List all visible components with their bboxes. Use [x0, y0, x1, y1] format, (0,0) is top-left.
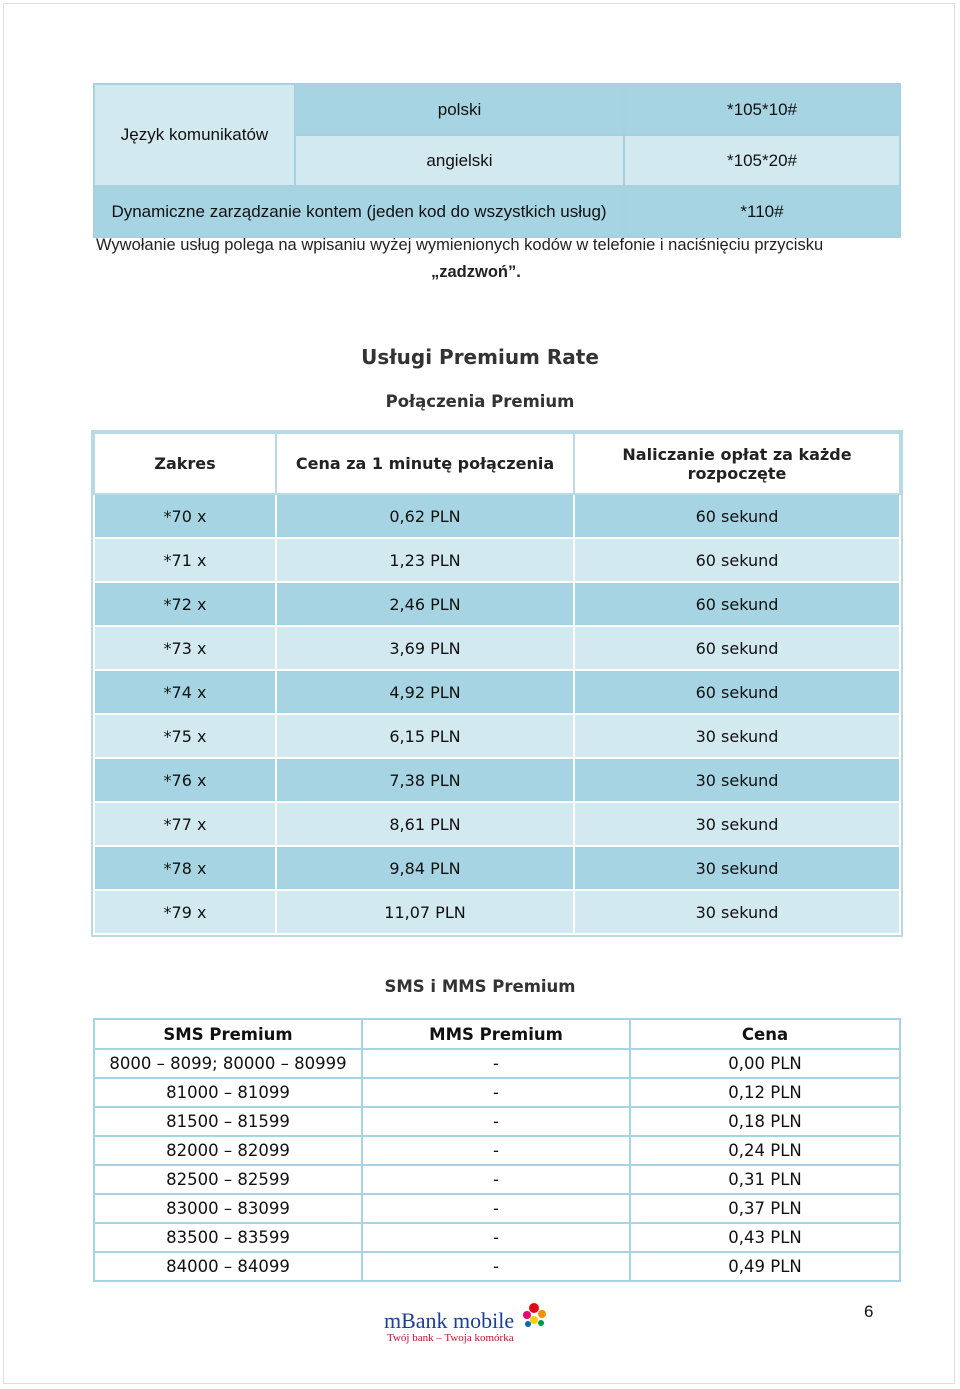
table-header-row: [94, 433, 900, 494]
language-label: Język komunikatów: [94, 84, 295, 186]
table-row: [94, 538, 900, 582]
table-row: [94, 714, 900, 758]
table-row: [94, 626, 900, 670]
sms-mms-body: [94, 1049, 900, 1281]
billing-cell: 60 sekund: [574, 494, 900, 538]
sms-mms-title: SMS i MMS Premium: [384, 977, 576, 996]
table-row: [94, 1107, 900, 1136]
table-row: [94, 846, 900, 890]
price-cell: 0,00 PLN: [630, 1049, 900, 1078]
premium-rate-title: Usługi Premium Rate: [361, 345, 599, 369]
dynamic-management-label: Dynamiczne zarządzanie kontem (jeden kod do wszystkich usług): [94, 186, 624, 237]
range-cell: *77 x: [94, 802, 276, 846]
language-option: angielski: [295, 135, 624, 186]
ussd-codes-table: [93, 83, 901, 238]
range-cell: *79 x: [94, 890, 276, 934]
range-cell: *70 x: [94, 494, 276, 538]
range-cell: *74 x: [94, 670, 276, 714]
sms-mms-table: [93, 1018, 901, 1282]
price-cell: 4,92 PLN: [276, 670, 574, 714]
table-row: [94, 494, 900, 538]
mms-cell: -: [362, 1078, 630, 1107]
billing-cell: 60 sekund: [574, 670, 900, 714]
sms-range-cell: 82000 – 82099: [94, 1136, 362, 1165]
billing-cell: 60 sekund: [574, 626, 900, 670]
usage-note-line2: „zadzwoń”.: [431, 263, 521, 281]
table-row: [94, 670, 900, 714]
price-cell: 0,24 PLN: [630, 1136, 900, 1165]
language-code: *105*10#: [624, 84, 900, 135]
price-cell: 7,38 PLN: [276, 758, 574, 802]
price-cell: 0,62 PLN: [276, 494, 574, 538]
range-cell: *78 x: [94, 846, 276, 890]
logo-tagline: Twój bank – Twoja komórka: [387, 1332, 514, 1344]
range-cell: *72 x: [94, 582, 276, 626]
billing-cell: 60 sekund: [574, 582, 900, 626]
mms-cell: -: [362, 1223, 630, 1252]
table-row: [94, 802, 900, 846]
table-row: [94, 186, 900, 237]
language-code: *105*20#: [624, 135, 900, 186]
sms-range-cell: 82500 – 82599: [94, 1165, 362, 1194]
table-row: [94, 582, 900, 626]
sms-range-cell: 83500 – 83599: [94, 1223, 362, 1252]
table-row: [94, 1136, 900, 1165]
premium-calls-title: Połączenia Premium: [385, 392, 575, 411]
sms-range-cell: 81000 – 81099: [94, 1078, 362, 1107]
usage-note-line1: Wywołanie usług polega na wpisaniu wyżej wymienionych kodów w telefonie i naciśnięciu przycisku: [96, 236, 824, 254]
mms-cell: -: [362, 1252, 630, 1281]
table-header-row: [94, 1019, 900, 1049]
range-cell: *73 x: [94, 626, 276, 670]
price-cell: 0,31 PLN: [630, 1165, 900, 1194]
column-header: MMS Premium: [362, 1019, 630, 1049]
sms-range-cell: 8000 – 8099; 80000 – 80999: [94, 1049, 362, 1078]
mms-cell: -: [362, 1194, 630, 1223]
price-cell: 0,43 PLN: [630, 1223, 900, 1252]
price-cell: 0,18 PLN: [630, 1107, 900, 1136]
price-cell: 0,37 PLN: [630, 1194, 900, 1223]
range-cell: *76 x: [94, 758, 276, 802]
column-header: SMS Premium: [94, 1019, 362, 1049]
table-row: [94, 1078, 900, 1107]
price-cell: 11,07 PLN: [276, 890, 574, 934]
table-row: [94, 1252, 900, 1281]
usage-note: [96, 236, 896, 282]
range-cell: *71 x: [94, 538, 276, 582]
table-row: [94, 1049, 900, 1078]
table-row: [94, 1194, 900, 1223]
price-cell: 8,61 PLN: [276, 802, 574, 846]
language-option: polski: [295, 84, 624, 135]
sms-range-cell: 84000 – 84099: [94, 1252, 362, 1281]
mms-cell: -: [362, 1136, 630, 1165]
billing-cell: 30 sekund: [574, 714, 900, 758]
price-cell: 3,69 PLN: [276, 626, 574, 670]
premium-calls-body: [94, 494, 900, 934]
mbank-mobile-logo: [384, 1296, 554, 1346]
price-cell: 9,84 PLN: [276, 846, 574, 890]
price-cell: 1,23 PLN: [276, 538, 574, 582]
dynamic-management-code: *110#: [624, 186, 900, 237]
table-row: [94, 1165, 900, 1194]
billing-cell: 60 sekund: [574, 538, 900, 582]
premium-calls-table: [93, 432, 901, 935]
mms-cell: -: [362, 1165, 630, 1194]
range-cell: *75 x: [94, 714, 276, 758]
column-header: Zakres: [94, 433, 276, 494]
logo-text: mBank mobile: [384, 1308, 515, 1333]
mms-cell: -: [362, 1107, 630, 1136]
table-row: [94, 758, 900, 802]
price-cell: 2,46 PLN: [276, 582, 574, 626]
table-row: [94, 890, 900, 934]
sms-range-cell: 83000 – 83099: [94, 1194, 362, 1223]
column-header: Cena: [630, 1019, 900, 1049]
billing-cell: 30 sekund: [574, 846, 900, 890]
price-cell: 6,15 PLN: [276, 714, 574, 758]
page-number: 6: [864, 1302, 874, 1321]
table-row: [94, 84, 900, 135]
column-header: Cena za 1 minutę połączenia: [276, 433, 574, 494]
billing-cell: 30 sekund: [574, 802, 900, 846]
sms-range-cell: 81500 – 81599: [94, 1107, 362, 1136]
billing-cell: 30 sekund: [574, 890, 900, 934]
price-cell: 0,49 PLN: [630, 1252, 900, 1281]
flower-icon: [523, 1303, 546, 1327]
table-row: [94, 1223, 900, 1252]
column-header: Naliczanie opłat za każde rozpoczęte: [574, 433, 900, 494]
mms-cell: -: [362, 1049, 630, 1078]
billing-cell: 30 sekund: [574, 758, 900, 802]
price-cell: 0,12 PLN: [630, 1078, 900, 1107]
